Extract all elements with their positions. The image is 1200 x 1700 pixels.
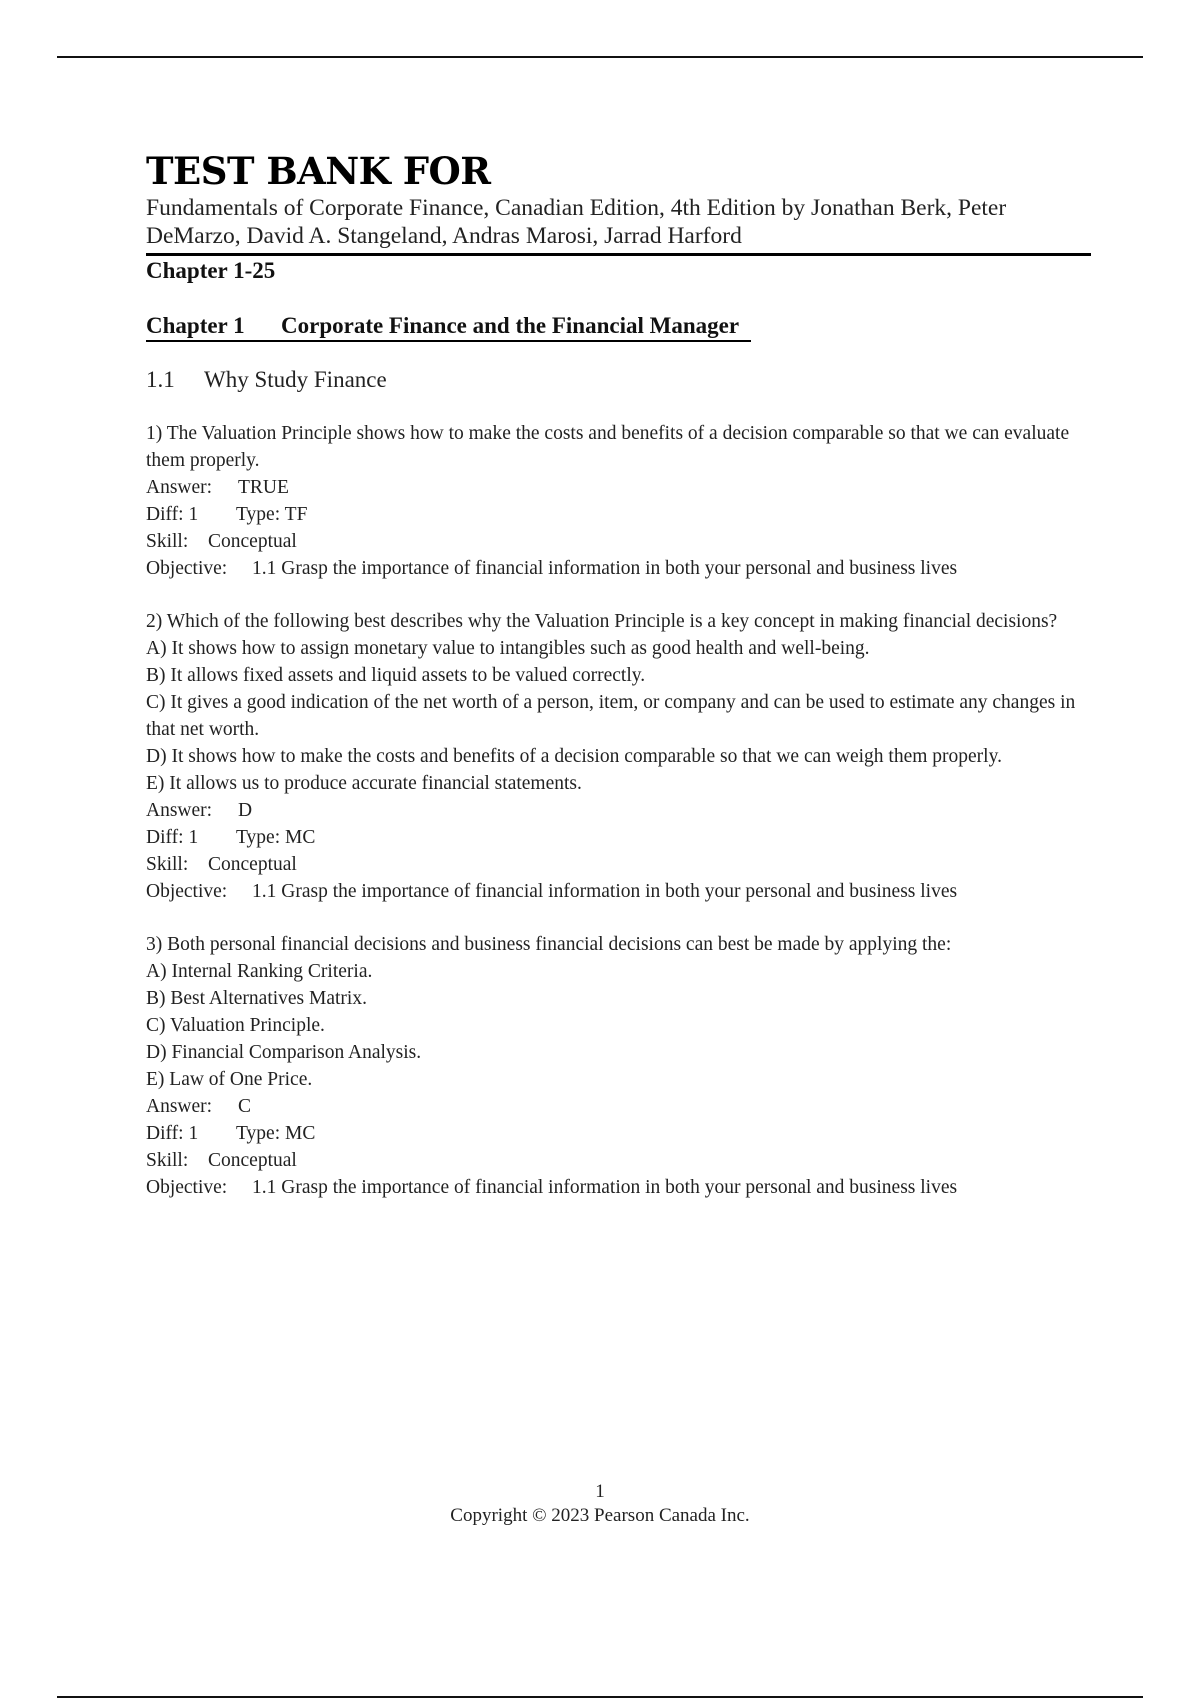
- skill-label: Skill:: [146, 854, 189, 875]
- answer-label: Answer:: [146, 1096, 213, 1117]
- question-list: [146, 420, 1091, 1201]
- diff-value: 1: [188, 1123, 199, 1144]
- answer-option: C) It gives a good indication of the net worth of a person, item, or company and can be used to estimate any changes in that net worth.: [146, 692, 1076, 740]
- answer-option: E) It allows us to produce accurate financial statements.: [146, 773, 582, 794]
- objective-line: [146, 878, 1091, 905]
- question-stem: 3) Both personal financial decisions and business financial decisions can best be made by applying the:: [146, 934, 952, 955]
- answer-option: A) Internal Ranking Criteria.: [146, 961, 373, 982]
- question-stem: 2) Which of the following best describes why the Valuation Principle is a key concept in making financial decisions?: [146, 611, 1058, 632]
- diff-value: 1: [188, 827, 199, 848]
- document-page: [146, 150, 1091, 1201]
- objective-line: [146, 555, 1091, 582]
- objective-value: 1.1 Grasp the importance of financial information in both your personal and business lives: [252, 881, 958, 902]
- section-number: 1.1: [146, 367, 175, 392]
- question-item: [146, 608, 1091, 905]
- diff-label: Diff:: [146, 1123, 184, 1144]
- answer-label: Answer:: [146, 800, 213, 821]
- skill-label: Skill:: [146, 531, 189, 552]
- type-value: TF: [284, 504, 308, 525]
- question-item: [146, 420, 1091, 582]
- chapter-heading: [146, 312, 751, 342]
- type-value: MC: [285, 827, 316, 848]
- diff-group: [146, 501, 236, 528]
- skill-label: Skill:: [146, 1150, 189, 1171]
- objective-label: Objective:: [146, 881, 228, 902]
- top-rule: [57, 56, 1143, 58]
- section-heading: [146, 366, 1091, 394]
- answer-label: Answer:: [146, 477, 213, 498]
- answer-option: C) Valuation Principle.: [146, 1015, 325, 1036]
- skill-line: [146, 851, 1091, 878]
- page-number: 1: [595, 1481, 605, 1502]
- diff-group: [146, 824, 236, 851]
- answer-line: [146, 797, 1091, 824]
- title-rule: [146, 253, 1091, 256]
- type-label: Type:: [236, 827, 281, 848]
- section-title: Why Study Finance: [204, 367, 387, 392]
- chapter-title: Corporate Finance and the Financial Manager: [281, 313, 740, 338]
- question-item: [146, 931, 1091, 1201]
- skill-value: Conceptual: [208, 854, 297, 875]
- skill-value: Conceptual: [208, 1150, 297, 1171]
- book-title-line-2: DeMarzo, David A. Stangeland, Andras Marosi, Jarrad Harford: [146, 223, 742, 249]
- type-label: Type:: [236, 504, 281, 525]
- copyright: Copyright © 2023 Pearson Canada Inc.: [450, 1505, 750, 1526]
- answer-value: D: [238, 800, 253, 821]
- answer-value: C: [238, 1096, 252, 1117]
- chapter-number: Chapter 1: [146, 313, 245, 338]
- objective-value: 1.1 Grasp the importance of financial information in both your personal and business lives: [252, 1177, 958, 1198]
- book-title: [146, 194, 1091, 250]
- answer-line: [146, 474, 1091, 501]
- answer-value: TRUE: [238, 477, 289, 498]
- objective-label: Objective:: [146, 1177, 228, 1198]
- type-value: MC: [285, 1123, 316, 1144]
- objective-line: [146, 1174, 1091, 1201]
- diff-type-line: [146, 1120, 1091, 1147]
- answer-option: B) It allows fixed assets and liquid assets to be valued correctly.: [146, 665, 646, 686]
- bottom-rule: [57, 1696, 1143, 1698]
- skill-line: [146, 528, 1091, 555]
- answer-option: B) Best Alternatives Matrix.: [146, 988, 367, 1009]
- page-footer: [0, 1480, 1200, 1528]
- answer-option: D) It shows how to make the costs and benefits of a decision comparable so that we can weigh them properly.: [146, 746, 1002, 767]
- objective-value: 1.1 Grasp the importance of financial information in both your personal and business lives: [252, 558, 958, 579]
- book-title-line-1: Fundamentals of Corporate Finance, Canadian Edition, 4th Edition by Jonathan Berk, Peter: [146, 195, 1007, 221]
- objective-label: Objective:: [146, 558, 228, 579]
- type-label: Type:: [236, 1123, 281, 1144]
- diff-type-line: [146, 824, 1091, 851]
- chapters-range: Chapter 1-25: [146, 258, 276, 283]
- answer-line: [146, 1093, 1091, 1120]
- question-stem: 1) The Valuation Principle shows how to make the costs and benefits of a decision comparable so that we can evaluate them properly.: [146, 423, 1070, 471]
- answer-option: A) It shows how to assign monetary value to intangibles such as good health and well-being.: [146, 638, 870, 659]
- diff-label: Diff:: [146, 827, 184, 848]
- diff-group: [146, 1120, 236, 1147]
- skill-line: [146, 1147, 1091, 1174]
- answer-option: E) Law of One Price.: [146, 1069, 313, 1090]
- test-bank-title: TEST BANK FOR: [146, 149, 491, 193]
- skill-value: Conceptual: [208, 531, 297, 552]
- diff-value: 1: [188, 504, 199, 525]
- diff-label: Diff:: [146, 504, 184, 525]
- answer-option: D) Financial Comparison Analysis.: [146, 1042, 422, 1063]
- diff-type-line: [146, 501, 1091, 528]
